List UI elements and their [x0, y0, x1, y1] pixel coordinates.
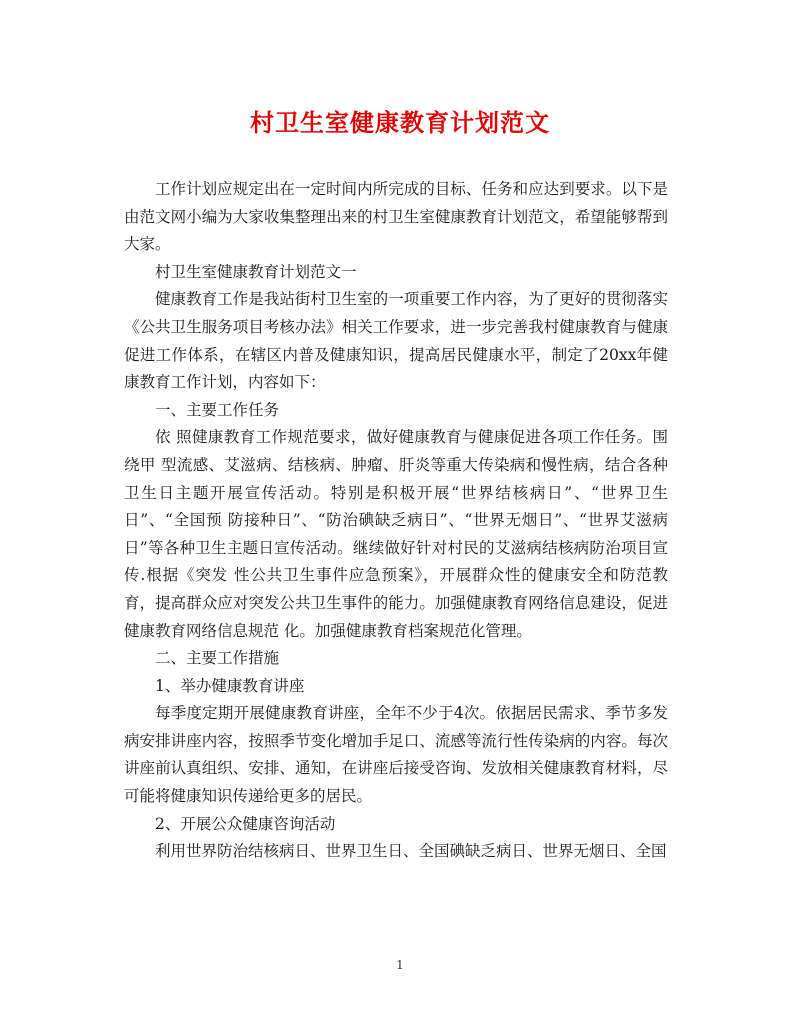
paragraph-main-tasks: 依 照健康教育工作规范要求，做好健康教育与健康促进各项工作任务。围绕甲 型流感、艾滋病、结核病、肿瘤、肝炎等重大传染病和慢性病，结合各种卫生日主题开展宣传活动。特别是积极开展“世界结核病日”、“世界卫生日”、“全国预 防接种日”、“防治碘缺乏病日”、“世界无烟日”、“世界艾滋病日”等各种卫生主题日宣传活动。继续做好针对村民的艾滋病结核病防治项目宣传.根据《突发 性公共卫生事件应急预案》，开展群众性的健康安全和防范教育，提高群众应对突发公共卫生事件的能力。加强健康教育网络信息建设，促进健康教育网络信息规范 化。加强健康教育档案规范化管理。 — [124, 428, 668, 640]
paragraph-intro: 工作计划应规定出在一定时间内所完成的目标、任务和应达到要求。以下是由范文网小编为大家收集整理出来的村卫生室健康教育计划范文，希望能够帮到大家。 — [124, 180, 668, 254]
subheading-consultation: 2、开展公众健康咨询活动 — [155, 814, 336, 833]
document-title: 村卫生室健康教育计划范文 — [250, 108, 550, 137]
section-heading-sample-one: 村卫生室健康教育计划范文一 — [155, 262, 357, 281]
page-number: 1 — [396, 958, 404, 972]
subheading-lectures: 1、举办健康教育讲座 — [155, 676, 305, 695]
section-heading-main-tasks: 一、主要工作任务 — [155, 400, 280, 419]
paragraph-consultation: 利用世界防治结核病日、世界卫生日、全国碘缺乏病日、世界无烟日、全国 — [155, 842, 667, 861]
document-body — [124, 176, 668, 866]
paragraph-lectures: 每季度定期开展健康教育讲座，全年不少于4次。依据居民需求、季节多发病安排讲座内容，按照季节变化增加手足口、流感等流行性传染病的内容。每次讲座前认真组织、安排、通知，在讲座后接受咨询、发放相关健康教育材料，尽可能将健康知识传递给更多的居民。 — [124, 704, 668, 806]
section-heading-main-measures: 二、主要工作措施 — [155, 649, 280, 668]
paragraph-background: 健康教育工作是我站街村卫生室的一项重要工作内容，为了更好的贯彻落实《公共卫生服务项目考核办法》相关工作要求，进一步完善我村健康教育与健康促进工作体系，在辖区内普及健康知识，提高居民健康水平，制定了20xx年健康教育工作计划，内容如下： — [124, 290, 668, 392]
